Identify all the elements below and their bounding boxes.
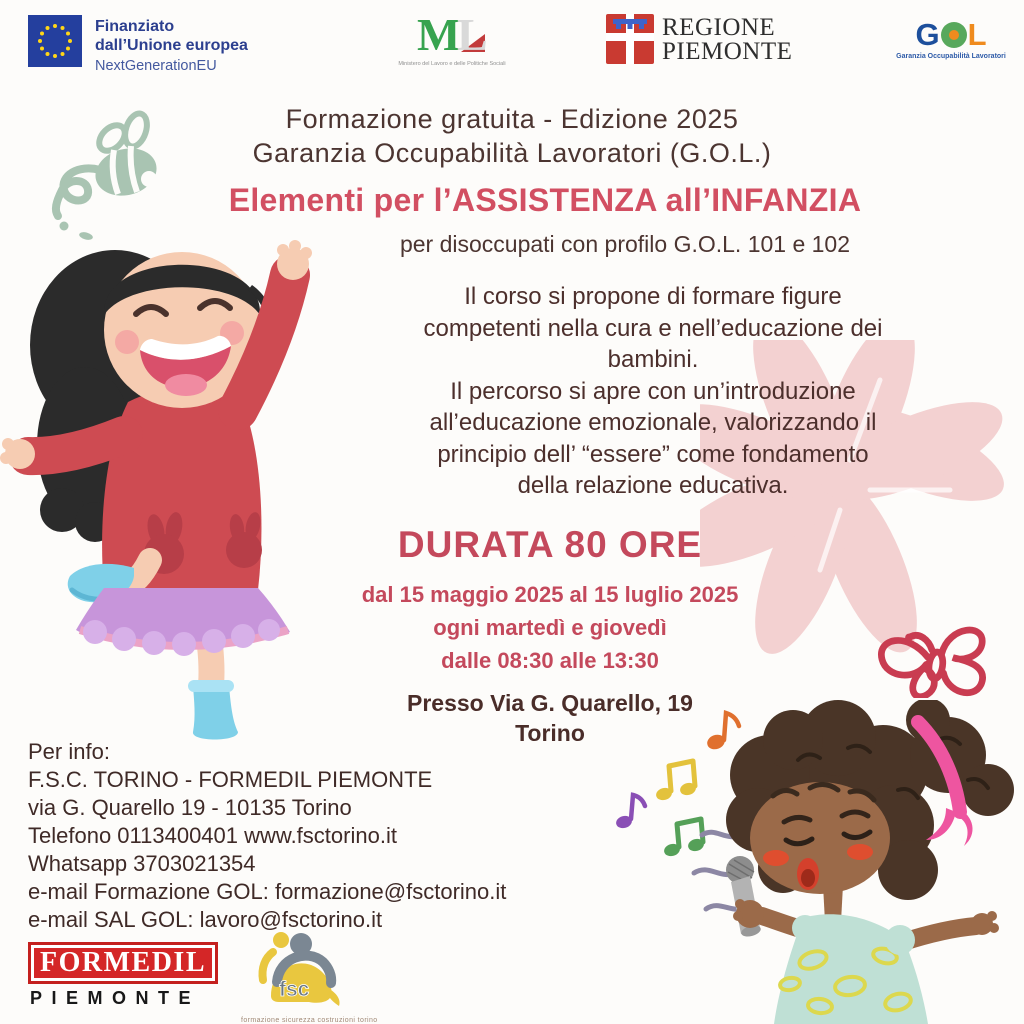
contact-phone-website: Telefono 0113400401 www.fsctorino.it xyxy=(28,823,397,848)
description-line: Il corso si propone di formare figure xyxy=(464,283,842,310)
formedil-box xyxy=(28,942,218,984)
course-days: ogni martedì e giovedì xyxy=(433,615,667,640)
description-line: Il percorso si apre con un’introduzione xyxy=(450,377,856,405)
svg-text:L: L xyxy=(457,12,488,58)
bee-doodle-illustration xyxy=(30,110,200,250)
eu-funding-logo xyxy=(28,15,248,76)
intro-line1: Formazione gratuita - Edizione 2025 xyxy=(285,104,739,134)
ministry-caption: Ministero del Lavoro e delle Politiche Sociali xyxy=(398,61,506,67)
eu-flag-icon xyxy=(28,15,82,67)
contact-whatsapp: Whatsapp 3703021354 xyxy=(28,851,256,876)
regione-piemonte-logo xyxy=(606,14,792,64)
fsc-caption: formazione sicurezza costruzioni torino xyxy=(241,1017,378,1024)
course-duration: DURATA 80 ORE xyxy=(397,524,703,565)
fsc-emblem-icon xyxy=(249,928,344,1010)
formedil-wordmark: FORMEDIL xyxy=(40,947,206,978)
gol-logo xyxy=(896,18,1006,60)
course-description xyxy=(393,281,913,502)
course-subtitle: per disoccupati con profilo G.O.L. 101 e 102 xyxy=(399,231,851,257)
course-location-address: Presso Via G. Quarello, 19 xyxy=(407,690,693,716)
description-line: della relazione educativa. xyxy=(517,472,789,499)
schedule-block xyxy=(328,524,772,748)
svg-text:M: M xyxy=(417,12,461,58)
contact-heading: Per info: xyxy=(28,739,110,764)
description-line: competenti nella cura e nell’educazione dei xyxy=(423,314,883,342)
regione-logo-line1: REGIONE xyxy=(662,14,776,41)
description-line: principio dell’ “essere” come fondamento xyxy=(437,440,869,468)
svg-text:fsc: fsc xyxy=(278,978,309,1001)
ministry-of-labour-logo xyxy=(392,12,512,67)
course-title: Elementi per l’ASSISTENZA all’INFANZIA xyxy=(228,182,862,218)
regione-logo-line2: PIEMONTE xyxy=(662,38,793,65)
gol-caption: Garanzia Occupabilità Lavoratori xyxy=(896,53,1006,60)
gol-letter-l: L xyxy=(967,17,987,52)
description-line: all’educazione emozionale, valorizzando il xyxy=(429,409,877,436)
piemonte-shield-icon xyxy=(606,14,654,64)
contact-block xyxy=(28,738,506,934)
description-line: bambini. xyxy=(607,346,699,373)
eu-logo-line1: Finanziato xyxy=(95,18,175,35)
course-hours: dalle 08:30 alle 13:30 xyxy=(441,648,659,673)
eu-logo-line3: NextGenerationEU xyxy=(95,58,217,74)
butterfly-doodle-illustration xyxy=(868,602,996,698)
contact-email-formazione: e-mail Formazione GOL: formazione@fsctorino.it xyxy=(28,879,507,904)
course-location-city: Torino xyxy=(515,720,585,746)
course-dates: dal 15 maggio 2025 al 15 luglio 2025 xyxy=(361,582,739,607)
singing-girl-illustration xyxy=(598,700,1024,1024)
gol-letter-g: G xyxy=(915,17,940,52)
intro-line2: Garanzia Occupabilità Lavoratori (G.O.L.) xyxy=(252,138,772,168)
contact-organization: F.S.C. TORINO - FORMEDIL PIEMONTE xyxy=(28,767,433,792)
gol-ring-icon xyxy=(941,22,967,48)
contact-address: via G. Quarello 19 - 10135 Torino xyxy=(28,795,352,820)
jumping-girl-illustration xyxy=(0,230,335,745)
fsc-logo xyxy=(241,928,378,1024)
eu-logo-line2: dall’Unione europea xyxy=(95,37,248,54)
formedil-region-label: PIEMONTE xyxy=(30,988,201,1008)
formedil-piemonte-logo xyxy=(28,942,218,1009)
ministry-monogram-icon xyxy=(413,12,491,58)
contact-email-sal: e-mail SAL GOL: lavoro@fsctorino.it xyxy=(28,907,383,932)
